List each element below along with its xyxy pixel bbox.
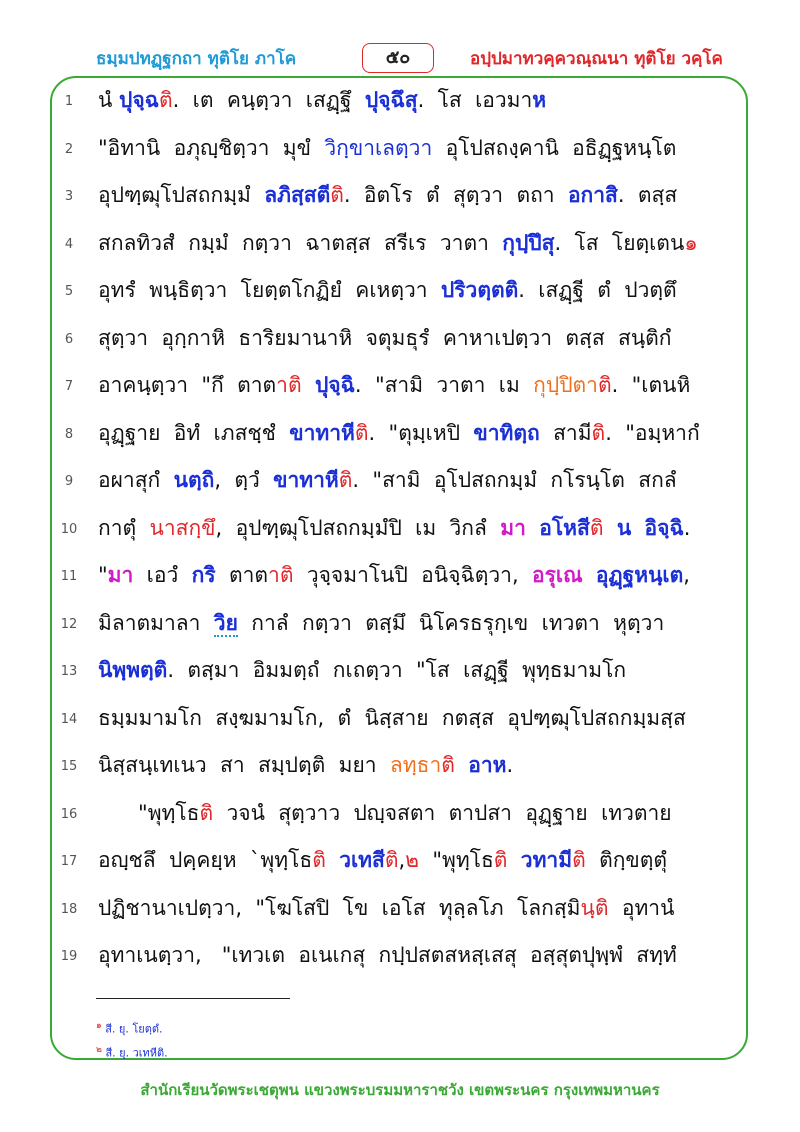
line-text bbox=[98, 274, 730, 307]
text-line bbox=[60, 175, 730, 215]
text-line bbox=[60, 460, 730, 500]
line-text bbox=[98, 844, 730, 877]
text-segment: กาลํ กตฺวา ตสฺมึ นิโครธรุกฺเข เทวตา หุตฺวา bbox=[237, 610, 665, 635]
text-segment: อุทานํ bbox=[608, 895, 675, 920]
line-number: 15 bbox=[60, 759, 78, 774]
line-number: 16 bbox=[60, 806, 78, 822]
line-text bbox=[98, 417, 730, 450]
highlighted-word: ขาทาหี bbox=[273, 468, 339, 492]
text-segment bbox=[631, 516, 644, 540]
text-segment: อุทาเนตฺวา, "เทวเต อเนเกสุ กปฺปสตสหสฺเสสุ อสฺสุตปุพฺพํ สทฺทํ bbox=[98, 943, 677, 967]
highlighted-word: ติ bbox=[158, 88, 173, 112]
highlighted-word: กริ bbox=[191, 563, 216, 587]
text-line bbox=[60, 745, 730, 785]
line-text bbox=[98, 84, 730, 117]
text-line bbox=[60, 650, 730, 690]
line-text bbox=[98, 797, 730, 830]
text-segment: กาตุํ bbox=[98, 515, 150, 540]
highlighted-word: ติ bbox=[384, 848, 399, 872]
text-segment: อญฺชลึ ปคฺคยฺห `พุทฺโธ bbox=[98, 848, 313, 872]
text-segment: "อิทานิ อภุญฺชิตฺวา มุขํ bbox=[98, 135, 325, 160]
highlighted-word: ขาทาหี bbox=[289, 420, 355, 445]
text-line bbox=[60, 508, 730, 548]
text-segment: สุตฺวา อุกฺกาหิ ธาริยมานาหิ จตุมธุรํ คาหาเปตฺวา ตสฺส สนฺติกํ bbox=[98, 325, 672, 350]
highlighted-word: อโหสี bbox=[539, 515, 590, 540]
text-segment: ติกฺขตฺตุํ bbox=[585, 848, 668, 872]
highlighted-word: ปริวตฺตติ bbox=[440, 278, 519, 302]
text-segment: เอวํ bbox=[133, 563, 192, 587]
highlighted-word: ๒ bbox=[405, 848, 419, 872]
highlighted-word: ๑ bbox=[684, 230, 698, 255]
text-line bbox=[60, 223, 730, 263]
highlighted-word: ติ bbox=[589, 515, 604, 540]
footer-address: สำนักเรียนวัดพระเชตุพน แขวงพระบรมมหาราชวัง เขตพระนคร กรุงเทพมหานคร bbox=[140, 1081, 660, 1099]
text-segment: วุจฺจมาโนปิ อนิจฺฉิตฺวา, bbox=[293, 563, 532, 587]
footnote-text: สี. ยุ. โยตฺตํ. bbox=[105, 1022, 163, 1036]
highlighted-word: าติ bbox=[268, 563, 294, 587]
line-number: 11 bbox=[60, 569, 78, 584]
highlighted-word: นาสกฺขึ bbox=[149, 515, 216, 540]
line-number: 4 bbox=[64, 236, 74, 252]
line-text bbox=[98, 179, 730, 212]
text-segment bbox=[583, 563, 596, 587]
highlighted-word: กุปฺปิตา bbox=[533, 373, 598, 397]
line-number: 12 bbox=[60, 616, 78, 632]
highlighted-word: ปุจฺฉิ bbox=[314, 373, 355, 397]
line-text bbox=[98, 322, 730, 355]
highlighted-word: ติ bbox=[199, 800, 214, 825]
highlighted-word: วเทสี bbox=[339, 848, 385, 872]
text-segment: , อุปฑฺฒุโปสถกมฺมํปิ เม วิกลํ bbox=[215, 515, 501, 540]
highlighted-word: กุปฺปึสุ bbox=[502, 230, 555, 255]
line-number: 8 bbox=[64, 426, 74, 442]
highlighted-word: มา bbox=[500, 515, 526, 540]
highlighted-word: อาห bbox=[468, 753, 507, 777]
highlighted-word: ติ bbox=[441, 753, 455, 777]
highlighted-word: นฺติ bbox=[580, 895, 609, 920]
text-segment: นิสฺสนฺเทเนว สา สมฺปตฺติ มยา bbox=[98, 753, 390, 777]
page-number: ๕๐ bbox=[385, 47, 411, 68]
footnote-mark: ๒ bbox=[96, 1045, 102, 1055]
text-line bbox=[60, 698, 730, 738]
line-text bbox=[98, 702, 730, 735]
text-line bbox=[60, 840, 730, 880]
text-segment: . bbox=[683, 515, 691, 540]
highlighted-word: ติ bbox=[597, 373, 612, 397]
highlighted-word: ห bbox=[532, 88, 547, 112]
text-line bbox=[60, 365, 730, 405]
highlighted-word: วิกฺขาเลตฺวา bbox=[324, 135, 433, 160]
text-segment: อุทรํ พนฺธิตฺวา โยตฺตโกฏิยํ คเหตฺวา bbox=[98, 278, 441, 302]
text-segment: อุฏฺฐาย อิทํ เภสชฺชํ bbox=[98, 420, 290, 445]
text-segment: , ตฺวํ bbox=[214, 468, 274, 492]
highlighted-word: อกาสิ bbox=[567, 183, 618, 207]
text-segment: อุโปสถงฺคานิ อธิฏฺฐหนฺโต bbox=[432, 135, 677, 160]
text-segment: . อิตโร ตํ สุตฺวา ตถา bbox=[343, 183, 568, 207]
text-segment: ปฏิชานาเปตฺวา, "โฆโสปิ โข เอโส ทุลฺลโภ โลกสฺมิ bbox=[98, 895, 581, 920]
text-segment: ตาต bbox=[215, 563, 269, 587]
text-segment: . "อมฺหากํ bbox=[605, 420, 700, 445]
line-number: 10 bbox=[60, 521, 78, 537]
text-segment: . "เตนหิ bbox=[611, 373, 691, 397]
text-line bbox=[60, 793, 730, 833]
highlighted-word: อุฏฺฐหนฺเต bbox=[595, 563, 684, 587]
running-title-left: ธมฺมปทฏฺฐกถา ทุติโย ภาโค bbox=[96, 49, 297, 69]
footnote-mark: ๑ bbox=[96, 1021, 102, 1031]
line-number: 9 bbox=[64, 474, 74, 489]
highlighted-word: ขาทิตฺถ bbox=[473, 420, 540, 445]
text-segment: . โส เอวมา bbox=[417, 88, 533, 112]
highlighted-word: าติ bbox=[276, 373, 302, 397]
highlighted-word: ปุจฺฉ bbox=[119, 88, 159, 112]
highlighted-word: น bbox=[616, 515, 632, 540]
text-line bbox=[60, 935, 730, 975]
text-segment: . bbox=[506, 753, 514, 777]
text-segment bbox=[326, 848, 339, 872]
line-text bbox=[98, 464, 730, 497]
highlighted-word: วทามี bbox=[520, 848, 573, 872]
line-number: 7 bbox=[64, 379, 74, 394]
highlighted-word: วิย bbox=[213, 610, 238, 635]
highlighted-word: ลทฺธา bbox=[389, 753, 442, 777]
text-segment: . ตสฺมา อิมมตฺถํ กเถตฺวา "โส เสฏฺฐี พุทฺธมามโก bbox=[167, 658, 627, 682]
text-line bbox=[60, 603, 730, 643]
text-segment bbox=[455, 753, 468, 777]
line-text bbox=[98, 654, 730, 687]
text-segment: สามี bbox=[539, 420, 592, 445]
line-text bbox=[98, 559, 730, 592]
text-segment: . เสฏฺฐี ตํ ปวตฺตึ bbox=[518, 278, 677, 302]
line-text bbox=[98, 749, 730, 782]
text-segment: , bbox=[398, 848, 406, 872]
text-line bbox=[60, 413, 730, 453]
footnote-1 bbox=[96, 1018, 163, 1038]
line-number: 18 bbox=[60, 901, 78, 917]
line-text bbox=[98, 369, 730, 402]
line-number: 19 bbox=[60, 949, 78, 964]
text-segment: . "สามิ วาตา เม bbox=[354, 373, 534, 397]
line-number: 3 bbox=[64, 189, 74, 204]
footnote-separator bbox=[96, 998, 290, 999]
line-number: 17 bbox=[60, 854, 78, 869]
footnote-text: สี. ยุ. วเทหีติ. bbox=[105, 1046, 168, 1060]
text-segment: "พุทฺโธ bbox=[419, 848, 494, 872]
highlighted-word: ติ bbox=[354, 420, 369, 445]
text-segment bbox=[302, 373, 315, 397]
running-title-right: อปฺปมาทวคฺควณฺณนา ทุติโย วคฺโค bbox=[470, 49, 723, 69]
line-number: 1 bbox=[64, 94, 74, 109]
text-line bbox=[60, 888, 730, 928]
text-segment: " bbox=[98, 563, 108, 587]
text-segment: "พุทฺโธ bbox=[98, 800, 200, 825]
line-number: 5 bbox=[64, 284, 74, 299]
highlighted-word: อิจฺฉิ bbox=[644, 515, 684, 540]
text-segment: อุปฑฺฒุโปสถกมฺมํ bbox=[98, 183, 265, 207]
text-segment bbox=[507, 848, 520, 872]
text-segment: นํ bbox=[98, 88, 120, 112]
line-text bbox=[98, 607, 730, 640]
highlighted-word: นิพฺพตฺติ bbox=[98, 658, 168, 682]
line-text bbox=[98, 132, 730, 165]
highlighted-word: ติ bbox=[493, 848, 508, 872]
line-number: 6 bbox=[64, 331, 74, 347]
line-number: 13 bbox=[60, 664, 78, 679]
text-segment: , bbox=[683, 563, 690, 587]
text-segment: ธมฺมมามโก สงฺฆมามโก, ตํ นิสฺสาย กตสฺส อุปฑฺฒุโปสถกมฺมสฺส bbox=[98, 705, 686, 730]
line-number: 2 bbox=[64, 141, 74, 157]
text-segment: วจนํ สุตฺวาว ปญฺจสตา ตาปสา อุฏฺฐาย เทวตาย bbox=[213, 800, 672, 825]
text-segment: . เต คนฺตฺวา เสฏฺฐึ bbox=[172, 88, 365, 112]
text-line bbox=[60, 270, 730, 310]
line-number: 14 bbox=[60, 711, 78, 727]
highlighted-word: ติ bbox=[330, 183, 344, 207]
highlighted-word: มา bbox=[107, 563, 134, 587]
highlighted-word: ติ bbox=[338, 468, 353, 492]
line-text bbox=[98, 939, 730, 972]
line-text bbox=[98, 892, 730, 925]
highlighted-word: อรุเณ bbox=[532, 563, 583, 587]
text-line bbox=[60, 128, 730, 168]
page-number-badge bbox=[362, 43, 434, 73]
highlighted-word: ปุจฺฉึสุ bbox=[364, 88, 418, 112]
text-line bbox=[60, 555, 730, 595]
text-line bbox=[60, 80, 730, 120]
text-segment: . ตสฺส bbox=[617, 183, 678, 207]
line-text bbox=[98, 227, 730, 260]
highlighted-word: นตฺถิ bbox=[173, 468, 215, 492]
text-segment: . "สามิ อุโปสถกมฺมํ กโรนฺโต สกลํ bbox=[352, 468, 677, 492]
highlighted-word: ติ bbox=[312, 848, 326, 872]
text-segment bbox=[603, 516, 616, 540]
highlighted-word: ติ bbox=[591, 420, 606, 445]
text-segment: มิลาตมาลา bbox=[98, 610, 214, 635]
text-segment: . "ตุมฺเหปิ bbox=[368, 420, 474, 445]
highlighted-word: ติ bbox=[572, 848, 586, 872]
footnote-2 bbox=[96, 1042, 168, 1062]
text-segment: สกลทิวสํ กมฺมํ กตฺวา ฉาตสฺส สรีเร วาตา bbox=[98, 230, 503, 255]
text-segment: อาคนฺตฺวา "กึ ตาต bbox=[98, 373, 277, 397]
text-line bbox=[60, 318, 730, 358]
text-segment bbox=[526, 516, 539, 540]
highlighted-word: ลภิสฺสตี bbox=[264, 183, 331, 207]
line-text bbox=[98, 512, 730, 545]
text-segment: . โส โยตฺเตน bbox=[554, 230, 685, 255]
text-segment: อผาสุกํ bbox=[98, 468, 174, 492]
